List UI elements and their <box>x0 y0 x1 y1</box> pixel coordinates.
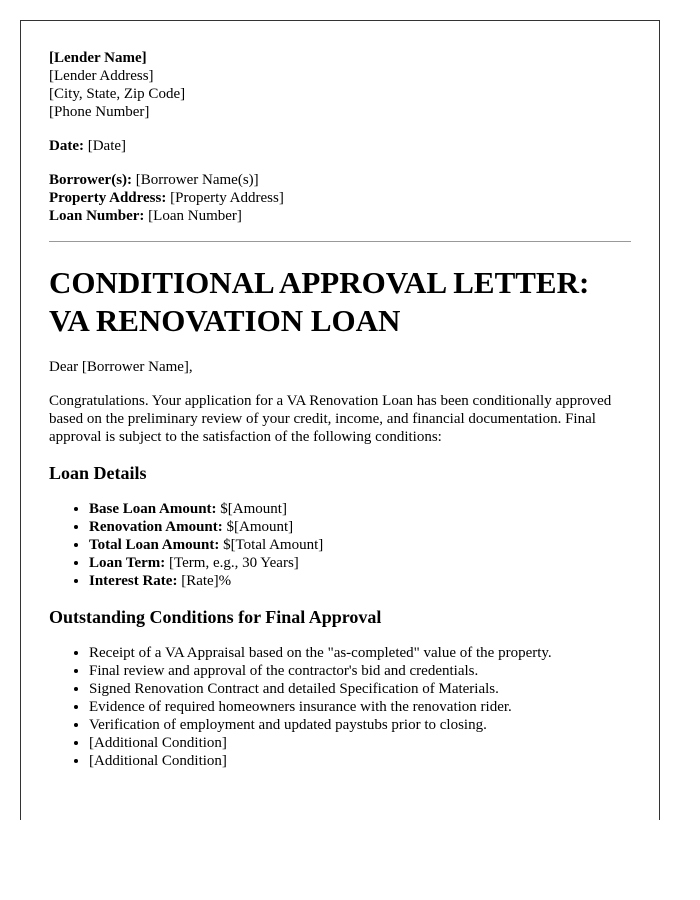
header-divider <box>49 241 631 242</box>
salutation: Dear [Borrower Name], <box>49 359 193 375</box>
property-label: Property Address: <box>49 190 167 206</box>
conditions-heading: Outstanding Conditions for Final Approval <box>49 607 382 627</box>
lender-address: [Lender Address] <box>49 68 154 84</box>
loan-details-list <box>49 500 631 590</box>
list-item <box>89 572 631 590</box>
list-item: • Final review and approval of the contractor's bid and credentials. <box>89 662 631 680</box>
detail-label: Renovation Amount: <box>89 519 223 535</box>
title-line-1: CONDITIONAL APPROVAL LETTER: <box>49 265 590 300</box>
list-item: • [Additional Condition] <box>89 734 631 752</box>
date-block <box>49 137 631 155</box>
borrowers-value: [Borrower Name(s)] <box>135 172 259 188</box>
detail-value: [Rate]% <box>181 573 232 589</box>
list-item <box>89 536 631 554</box>
date-value: [Date] <box>87 138 127 154</box>
lender-phone: [Phone Number] <box>49 104 150 120</box>
list-item <box>89 500 631 518</box>
date-line <box>49 137 631 155</box>
loan-number-value: [Loan Number] <box>148 208 242 224</box>
title-line-2: VA RENOVATION LOAN <box>49 303 401 338</box>
property-value: [Property Address] <box>170 190 284 206</box>
list-item: • [Additional Condition] <box>89 752 631 770</box>
list-item: • Receipt of a VA Appraisal based on the "as-completed" value of the property. <box>89 644 631 662</box>
borrower-block <box>49 171 631 225</box>
lender-name: [Lender Name] <box>49 50 147 66</box>
list-item <box>89 518 631 536</box>
loan-details-heading: Loan Details <box>49 463 147 483</box>
intro-paragraph: Congratulations. Your application for a VA Renovation Loan has been conditionally approved based on the preliminary review of your credit, income, and financial documentation. Final approval is subject to the satisfaction of the following conditions: <box>49 393 612 445</box>
detail-value: $[Amount] <box>220 501 287 517</box>
borrowers-label: Borrower(s): <box>49 172 133 188</box>
conditions-list <box>49 644 631 770</box>
list-item: • Evidence of required homeowners insurance with the renovation rider. <box>89 698 631 716</box>
date-label: Date: <box>49 138 84 154</box>
borrowers-line <box>49 171 631 189</box>
detail-label: Base Loan Amount: <box>89 501 217 517</box>
lender-block <box>49 49 631 121</box>
detail-value: $[Amount] <box>226 519 294 535</box>
list-item <box>89 554 631 572</box>
loan-number-label: Loan Number: <box>49 208 145 224</box>
property-line <box>49 189 631 207</box>
list-item: • Signed Renovation Contract and detailed Specification of Materials. <box>89 680 631 698</box>
letter-title <box>49 264 631 340</box>
detail-label: Loan Term: <box>89 555 166 571</box>
detail-label: Interest Rate: <box>89 573 178 589</box>
detail-value: [Term, e.g., 30 Years] <box>169 555 299 571</box>
detail-value: $[Total Amount] <box>223 537 324 553</box>
loan-number-line <box>49 207 631 225</box>
lender-city-state-zip: [City, State, Zip Code] <box>49 86 186 102</box>
detail-label: Total Loan Amount: <box>89 537 220 553</box>
list-item: • Verification of employment and updated paystubs prior to closing. <box>89 716 631 734</box>
letter-page <box>20 20 660 820</box>
